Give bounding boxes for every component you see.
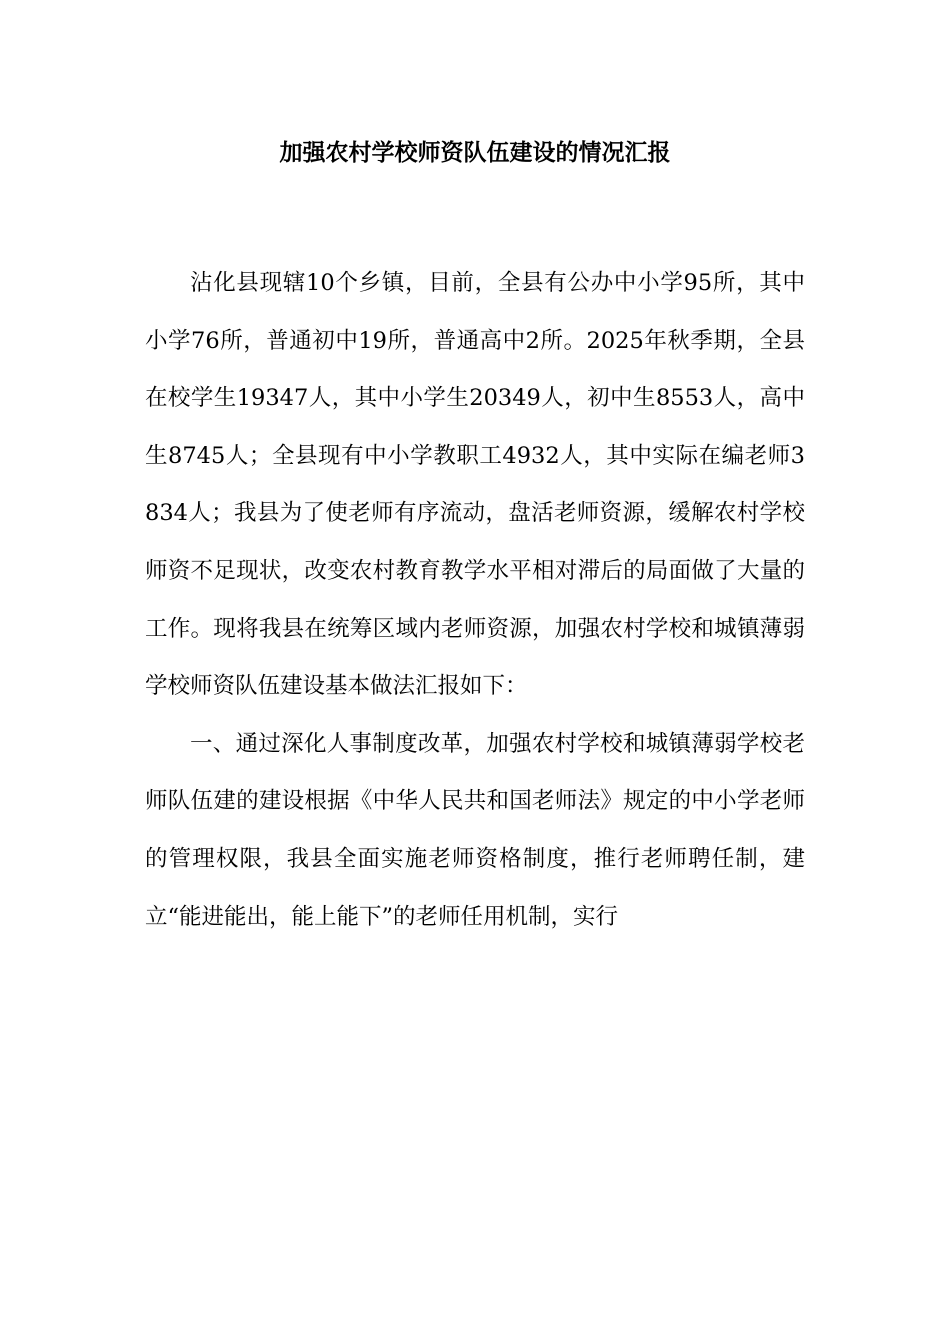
paragraph-2: 一、通过深化人事制度改革，加强农村学校和城镇薄弱学校老师队伍建的建设根据《中华人民共和国老师法》规定的中小学老师的管理权限，我县全面实施老师资格制度，推行老师聘任制，建立“能进能出，能上能下”的老师任用机制，实行	[145, 730, 805, 930]
document-title: 加强农村学校师资队伍建设的情况汇报	[279, 140, 671, 166]
paragraph-1: 沾化县现辖10个乡镇，目前，全县有公办中小学95所，其中小学76所，普通初中19所，普通高中2所。2025年秋季期，全县在校学生19347人，其中小学生20349人，初中生8553人，高中生8745人；全县现有中小学教职工4932人，其中实际在编老师3834人；我县为了使老师有序流动，盘活老师资源，缓解农村学校师资不足现状，改变农村教育教学水平相对滞后的局面做了大量的工作。现将我县在统筹区域内老师资源，加强农村学校和城镇薄弱学校师资队伍建设基本做法汇报如下：	[145, 270, 805, 700]
document-body	[145, 255, 805, 946]
